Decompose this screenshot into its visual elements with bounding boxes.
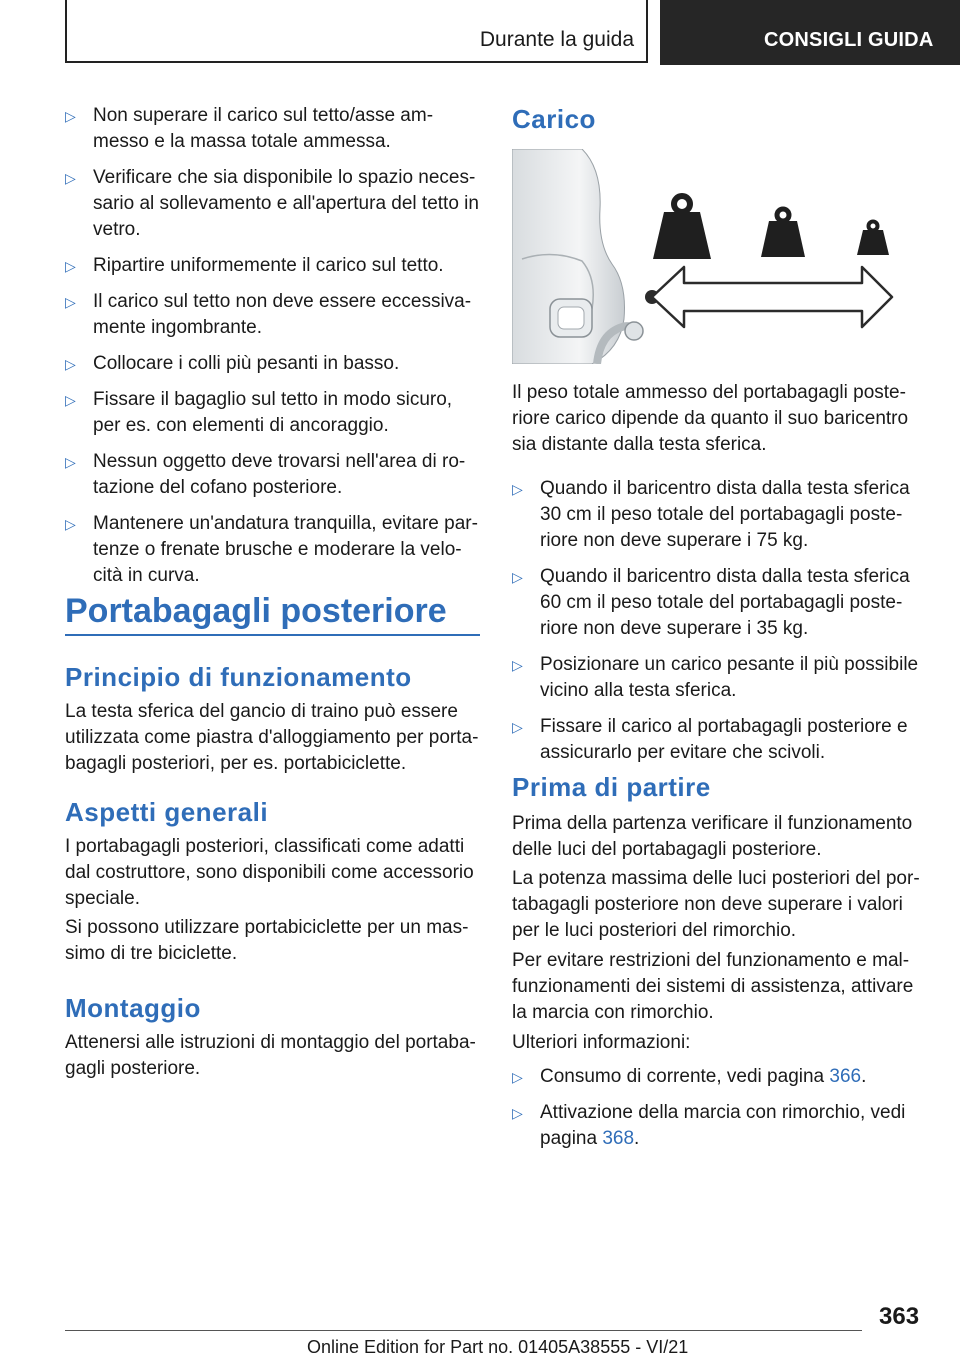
page-link-368[interactable]: 368 bbox=[602, 1128, 635, 1149]
further-info-label: Ulteriori informazioni: bbox=[512, 1032, 691, 1053]
list-item: ▷ Fissare il bagaglio sul tetto in modo sicuro, per es. con elementi di ancoraggio. bbox=[65, 389, 453, 436]
principle-text: La testa sferica del gancio di traino può essere utilizzata come piastra d'alloggiamento per porta- bagagli posteriori, per es. portabiciclette. bbox=[65, 701, 479, 774]
list-item: ▷ Quando il baricentro dista dalla testa sferica 30 cm il peso totale del portabagagli poste- riore non deve superare i 75 kg. bbox=[512, 478, 910, 551]
load-text: Il peso totale ammesso del portabagagli poste- riore carico dipende da quanto il suo baricentro sia distante dalla testa sferica. bbox=[512, 382, 909, 455]
list-item: ▷ Attivazione della marcia con rimorchio, vedi pagina 368. bbox=[512, 1102, 906, 1149]
before-departure-heading: Prima di partire bbox=[512, 772, 711, 802]
assembly-text: Attenersi alle istruzioni di montaggio del portaba- gagli posteriore. bbox=[65, 1032, 476, 1079]
principle-heading: Principio di funzionamento bbox=[65, 662, 412, 692]
triangle-bullet-icon: ▷ bbox=[512, 481, 523, 497]
roof-load-bullet-list bbox=[65, 103, 480, 599]
section-title-rule bbox=[65, 634, 480, 636]
header-section-title: Durante la guida bbox=[479, 28, 634, 51]
triangle-bullet-icon: ▷ bbox=[65, 108, 76, 124]
list-item: ▷ Ripartire uniformemente il carico sul tetto. bbox=[65, 253, 480, 279]
header-chapter-title: CONSIGLI GUIDA bbox=[764, 29, 934, 51]
triangle-bullet-icon: ▷ bbox=[512, 657, 523, 673]
load-distance-illustration bbox=[512, 149, 924, 364]
triangle-bullet-icon: ▷ bbox=[512, 719, 523, 735]
general-aspects-heading: Aspetti generali bbox=[65, 797, 269, 827]
section-title: Portabagagli posteriore bbox=[65, 592, 447, 630]
general-aspects-text-1: I portabagagli posteriori, classificati come adatti dal costruttore, sono disponibili come accessorio speciale. bbox=[65, 836, 474, 909]
load-bullet-list bbox=[512, 476, 924, 776]
triangle-bullet-icon: ▷ bbox=[65, 294, 76, 310]
list-item: ▷ Non superare il carico sul tetto/asse am- messo e la massa totale ammessa. bbox=[65, 105, 434, 152]
reference-list bbox=[512, 1064, 924, 1162]
triangle-bullet-icon: ▷ bbox=[65, 356, 76, 372]
triangle-bullet-icon: ▷ bbox=[65, 516, 76, 532]
before-departure-text-3: Per evitare restrizioni del funzionamento e mal- funzionamenti dei sistemi di assistenza, attivare la marcia con rimorchio. bbox=[512, 950, 914, 1023]
footer-edition: Online Edition for Part no. 01405A38555 - VI/21 bbox=[307, 1337, 689, 1357]
before-departure-text-2: La potenza massima delle luci posteriori del por- tabagagli posteriore non deve superare i valori per le luci posteriori del rimorchio. bbox=[512, 868, 920, 941]
load-heading: Carico bbox=[512, 104, 596, 134]
list-item: ▷ Collocare i colli più pesanti in basso. bbox=[65, 351, 480, 377]
triangle-bullet-icon: ▷ bbox=[65, 454, 76, 470]
general-aspects-text-2: Si possono utilizzare portabiciclette per un mas- simo di tre biciclette. bbox=[65, 917, 469, 964]
before-departure-text-1: Prima della partenza verificare il funzionamento delle luci del portabagagli posteriore. bbox=[512, 813, 913, 860]
header-section-box bbox=[65, 0, 648, 63]
list-item: ▷ Nessun oggetto deve trovarsi nell'area di ro- tazione del cofano posteriore. bbox=[65, 451, 466, 498]
triangle-bullet-icon: ▷ bbox=[65, 170, 76, 186]
triangle-bullet-icon: ▷ bbox=[512, 569, 523, 585]
page-link-366[interactable]: 366 bbox=[829, 1066, 862, 1087]
page-number: 363 bbox=[879, 1303, 920, 1330]
assembly-heading: Montaggio bbox=[65, 993, 201, 1023]
header-chapter-box bbox=[660, 0, 960, 65]
triangle-bullet-icon: ▷ bbox=[512, 1105, 523, 1121]
list-item: ▷ Fissare il carico al portabagagli posteriore e assicurarlo per evitare che scivoli. bbox=[512, 716, 908, 763]
list-item: ▷ Il carico sul tetto non deve essere eccessiva- mente ingombrante. bbox=[65, 291, 472, 338]
list-item: ▷ Quando il baricentro dista dalla testa sferica 60 cm il peso totale del portabagagli poste- riore non deve superare i 35 kg. bbox=[512, 566, 910, 639]
list-item: ▷ Consumo di corrente, vedi pagina 366. bbox=[512, 1064, 924, 1090]
footer-rule bbox=[65, 1330, 862, 1331]
list-item: ▷ Mantenere un'andatura tranquilla, evitare par- tenze o frenate brusche e moderare la velo- cità in curva. bbox=[65, 513, 478, 586]
list-item: ▷ Posizionare un carico pesante il più possibile vicino alla testa sferica. bbox=[512, 654, 919, 701]
triangle-bullet-icon: ▷ bbox=[65, 258, 76, 274]
triangle-bullet-icon: ▷ bbox=[65, 392, 76, 408]
list-item: ▷ Verificare che sia disponibile lo spazio neces- sario al sollevamento e all'apertura del tetto in vetro. bbox=[65, 167, 479, 240]
triangle-bullet-icon: ▷ bbox=[512, 1069, 523, 1085]
